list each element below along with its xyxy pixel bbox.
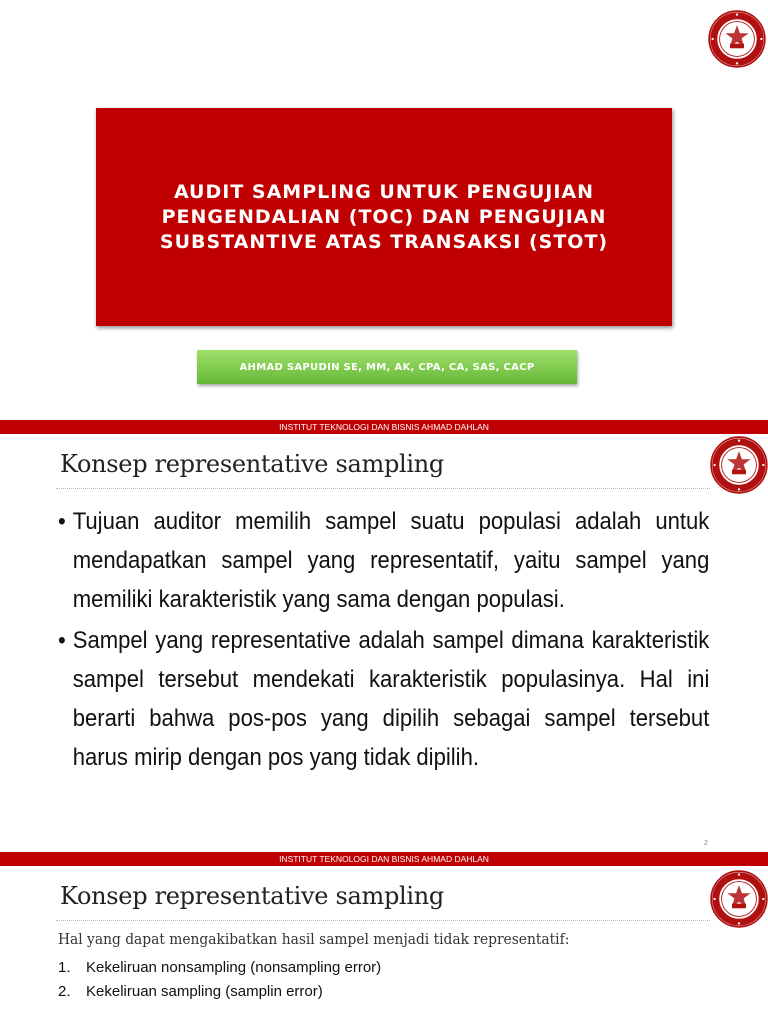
slide-representative-sampling-2 <box>0 850 768 1024</box>
slide-heading: Konsep representative sampling <box>60 882 444 910</box>
university-seal-icon <box>710 870 768 928</box>
slide-title <box>0 0 768 420</box>
list-item <box>58 980 381 1004</box>
list-item <box>58 956 381 980</box>
list-number: 2. <box>58 983 71 1000</box>
bullet-item <box>58 502 709 619</box>
slide-heading: Konsep representative sampling <box>60 450 444 478</box>
institution-bar: INSTITUT TEKNOLOGI DAN BISNIS AHMAD DAHLAN <box>0 420 768 434</box>
author-name: AHMAD SAPUDIN SE, MM, AK, CPA, CA, SAS, CACP <box>239 361 535 373</box>
list-text: Kekeliruan sampling (samplin error) <box>86 983 323 1000</box>
bullet-text: Sampel yang representative adalah sampel dimana karakteristik sampel tersebut mendekati karakteristik populasinya. Hal ini berarti bahwa pos-pos yang dipilih sebagai sampel tersebut harus mirip dengan pos yang tidak dipilih. <box>72 627 710 771</box>
author-box <box>197 350 577 384</box>
university-seal-icon <box>710 436 768 494</box>
title-box <box>96 108 672 326</box>
university-seal-icon <box>708 10 766 68</box>
bullet-list <box>58 502 710 779</box>
bullet-item <box>58 621 709 777</box>
heading-divider <box>56 488 710 489</box>
bullet-icon: • <box>58 627 66 654</box>
page-number: 2 <box>704 840 708 847</box>
list-text: Kekeliruan nonsampling (nonsampling error) <box>86 959 382 976</box>
numbered-list <box>58 956 381 1004</box>
institution-bar: INSTITUT TEKNOLOGI DAN BISNIS AHMAD DAHLAN <box>0 852 768 866</box>
intro-text: Hal yang dapat mengakibatkan hasil sampel menjadi tidak representatif: <box>58 930 570 948</box>
presentation-title: AUDIT SAMPLING UNTUK PENGUJIAN PENGENDALIAN (TOC) DAN PENGUJIAN SUBSTANTIVE ATAS TRANSAKSI (STOT) <box>159 180 609 253</box>
list-number: 1. <box>58 959 71 976</box>
heading-divider <box>56 920 710 921</box>
bullet-text: Tujuan auditor memilih sampel suatu populasi adalah untuk mendapatkan sampel yang representatif, yaitu sampel yang memiliki karakteristik yang sama dengan populasi. <box>72 508 710 613</box>
bullet-icon: • <box>58 508 66 535</box>
slide-representative-sampling <box>0 420 768 850</box>
